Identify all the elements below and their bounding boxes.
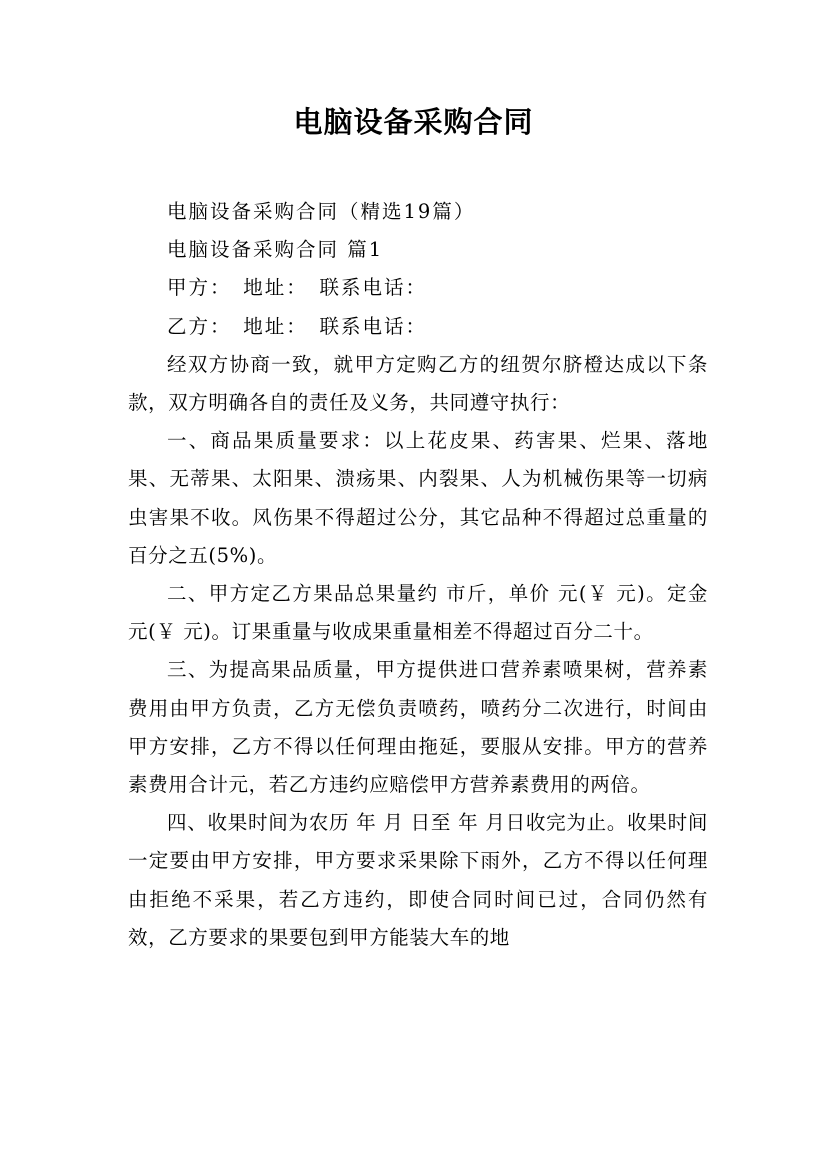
document-body [128, 193, 708, 957]
paragraph-party-b: 乙方： 地址： 联系电话： [167, 314, 428, 338]
paragraph-clause-3: 三、为提高果品质量，甲方提供进口营养素喷果树，营养素费用由甲方负责，乙方无偿负责喷药，喷药分二次进行，时间由甲方安排，乙方不得以任何理由拖延，要服从安排。甲方的营养素费用合计元，若乙方违约应赔偿甲方营养素费用的两倍。 [128, 658, 708, 797]
paragraph-clause-4: 四、收果时间为农历 年 月 日至 年 月日收完为止。收果时间一定要由甲方安排，甲方要求采果除下雨外，乙方不得以任何理由拒绝不采果，若乙方违约，即使合同时间已过，合同仍然有效，乙方要求的果要包到甲方能装大车的地 [128, 811, 708, 949]
paragraph-party-a: 甲方： 地址： 联系电话： [167, 276, 428, 300]
paragraph-section-heading: 电脑设备采购合同 篇1 [167, 238, 384, 262]
paragraph-preamble: 经双方协商一致，就甲方定购乙方的纽贺尔脐橙达成以下条款，双方明确各自的责任及义务，共同遵守执行： [128, 352, 708, 415]
paragraph-clause-2: 二、甲方定乙方果品总果量约 市斤，单价 元(￥ 元)。定金 元(￥ 元)。订果重量与收成果重量相差不得超过百分二十。 [128, 582, 708, 644]
document-title: 电脑设备采购合同 [293, 105, 534, 139]
paragraph-subtitle: 电脑设备采购合同（精选19篇） [167, 200, 476, 223]
paragraph-clause-1: 一、商品果质量要求：以上花皮果、药害果、烂果、落地果、无蒂果、太阳果、溃疡果、内裂果、人为机械伤果等一切病虫害果不收。风伤果不得超过公分，其它品种不得超过总重量的百分之五(5%)。 [128, 429, 708, 567]
